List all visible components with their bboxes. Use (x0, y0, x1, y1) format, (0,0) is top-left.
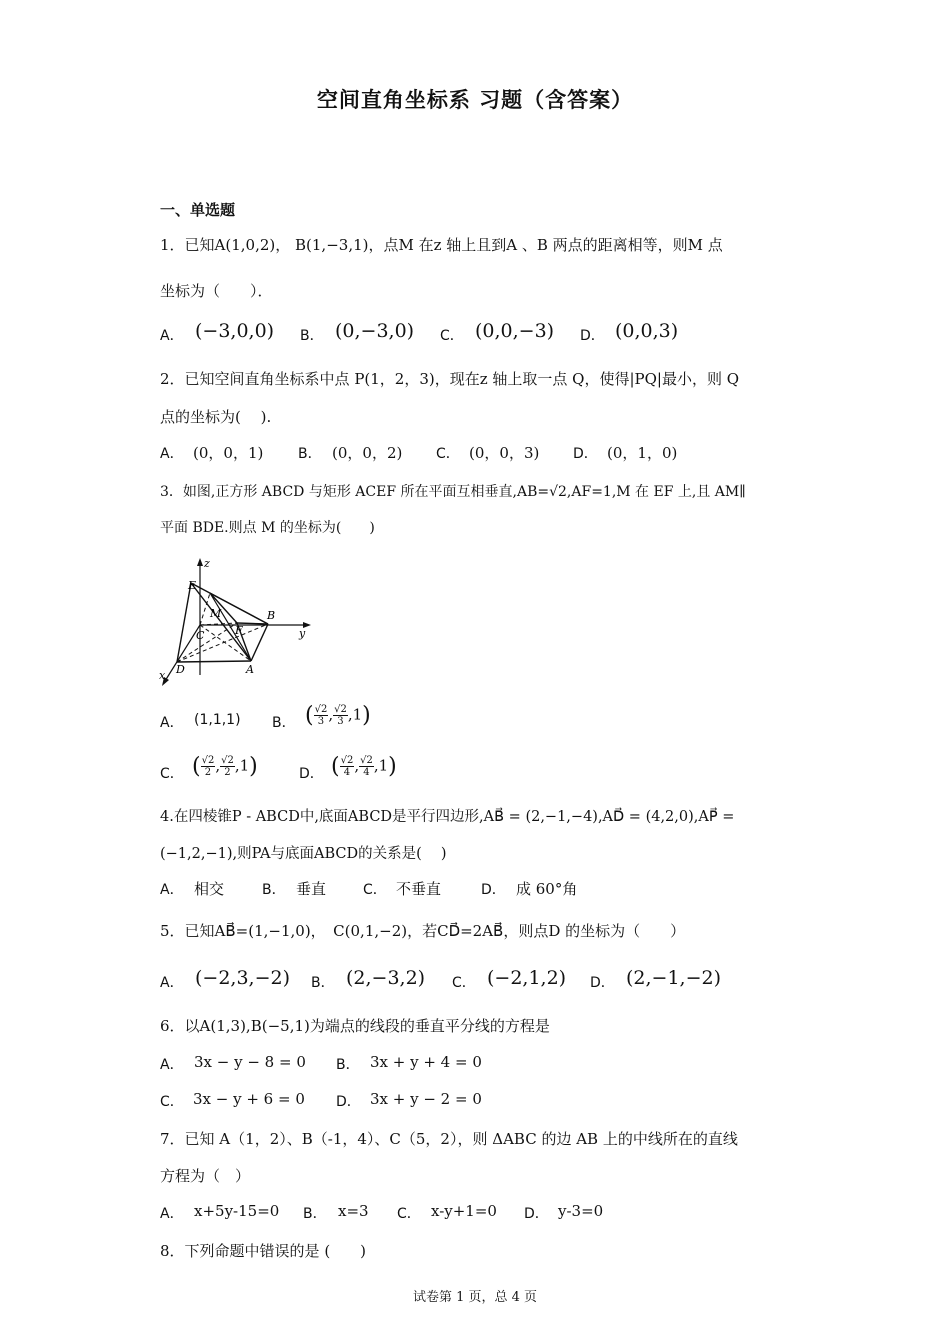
q3-option-b-num2: √2 (334, 704, 347, 715)
figure-label-a: A (246, 663, 254, 676)
q3-figure (155, 555, 320, 690)
q3-option-d-label: D． (299, 766, 324, 782)
q5-option-c-label: C． (452, 975, 476, 991)
figure-label-e: E (188, 579, 197, 592)
figure-label-d: D (176, 663, 185, 676)
q7-option-c-label: C． (397, 1206, 421, 1222)
section-heading: 一、单选题 (160, 201, 236, 219)
figure-label-c: C (196, 629, 205, 642)
q3-option-b-tail: ,1 (347, 705, 363, 724)
q4-option-a: 相交 (194, 880, 225, 898)
q3-option-d-den1: 4 (343, 767, 351, 778)
q6-option-a-label: A． (160, 1057, 184, 1073)
q5-option-c: (−2,1,2) (487, 967, 567, 989)
q1-option-c: (0,0,−3) (475, 320, 555, 342)
q1-option-c-label: C． (440, 328, 464, 344)
q5-option-a-label: A． (160, 975, 184, 991)
q5-stem-line1: 5．已知AB⃗=(1,−1,0)， C(0,1,−2)，若CD⃗=2AB⃗，则点D 的坐标为（ ） (160, 922, 686, 940)
q4-stem-line2: (−1,2,−1),则PA与底面ABCD的关系是( ) (160, 846, 447, 862)
q3-option-d-den2: 4 (363, 767, 370, 778)
q1-option-a-label: A． (160, 328, 184, 344)
q1-option-d: (0,0,3) (615, 320, 679, 342)
q4-stem-line1: 4.在四棱锥P - ABCD中,底面ABCD是平行四边形,AB⃗ = (2,−1,−4),AD⃗ = (4,2,0),AP⃗ = (160, 809, 735, 825)
figure-label-b: B (267, 609, 276, 622)
q1-option-a: (−3,0,0) (195, 320, 275, 342)
q4-option-b-label: B． (262, 882, 286, 898)
q3-option-b: ( $\frac{√2}{3}$ , $\frac{√2}{3}$ ,1) (305, 703, 371, 728)
q2-stem-line2: 点的坐标为( ). (160, 408, 272, 426)
q3-option-c-num2: √2 (221, 755, 234, 766)
q5-option-d: (2,−1,−2) (626, 967, 722, 989)
q2-option-d: (0，1，0) (607, 444, 678, 462)
q3-stem-line1: 3．如图,正方形 ABCD 与矩形 ACEF 所在平面互相垂直,AB=√2,AF=1,M 在 EF 上,且 AM∥ (160, 484, 746, 500)
q6-option-d-label: D． (336, 1094, 361, 1110)
q1-stem-line1: 1．已知A(1,0,2)， B(1,−3,1)，点M 在z 轴上且到A 、B 两点的距离相等，则M 点 (160, 236, 723, 254)
q2-option-b: (0，0，2) (332, 444, 403, 462)
q7-option-d: y-3=0 (558, 1202, 604, 1220)
q3-option-d-num1: √2 (340, 755, 354, 766)
q3-option-a: (1,1,1) (194, 712, 241, 728)
figure-label-z: z (204, 557, 210, 570)
q3-option-a-label: A． (160, 715, 184, 731)
q4-option-c-label: C． (363, 882, 387, 898)
q5-option-d-label: D． (590, 975, 615, 991)
q3-option-c-den1: 2 (204, 767, 212, 778)
q3-stem-line2: 平面 BDE.则点 M 的坐标为( ) (160, 520, 375, 536)
q6-option-c-label: C． (160, 1094, 184, 1110)
q4-option-c: 不垂直 (396, 880, 442, 898)
q2-option-a-label: A． (160, 446, 184, 462)
q3-option-b-den2: 3 (337, 716, 344, 727)
q7-option-d-label: D． (524, 1206, 549, 1222)
q3-option-b-num1: √2 (314, 704, 328, 715)
q4-option-a-label: A． (160, 882, 184, 898)
q5-option-b: (2,−3,2) (346, 967, 426, 989)
q7-option-c: x-y+1=0 (431, 1202, 497, 1220)
q2-option-c: (0，0，3) (469, 444, 540, 462)
q3-option-b-label: B． (272, 715, 296, 731)
q2-option-b-label: B． (298, 446, 322, 462)
figure-label-m: M (210, 607, 222, 620)
figure-label-x: x (159, 669, 166, 682)
q7-stem-line2: 方程为（ ） (160, 1167, 251, 1185)
q2-stem-line1: 2．已知空间直角坐标系中点 P(1，2，3)，现在z 轴上取一点 Q，使得|PQ|最小，则 Q (160, 370, 740, 388)
page-footer: 试卷第 1 页，总 4 页 (412, 1290, 538, 1305)
q4-option-d: 成 60°角 (516, 880, 578, 898)
q7-option-b-label: B． (303, 1206, 327, 1222)
q2-option-d-label: D． (573, 446, 598, 462)
q6-stem-line1: 6．以A(1,3),B(−5,1)为端点的线段的垂直平分线的方程是 (160, 1017, 550, 1035)
q7-option-a: x+5y-15=0 (194, 1202, 280, 1220)
q3-option-c-num1: √2 (201, 755, 215, 766)
q3-option-c-tail: ,1 (234, 756, 250, 775)
q2-option-a: (0，0，1) (193, 444, 264, 462)
q4-option-b: 垂直 (296, 880, 327, 898)
q5-option-b-label: B． (311, 975, 335, 991)
figure-label-y: y (299, 627, 306, 640)
q7-stem-line1: 7．已知 A（1，2）、B（-1，4）、C（5，2），则 ΔABC 的边 AB 上的中线所在的直线 (160, 1130, 738, 1148)
q4-option-d-label: D． (481, 882, 506, 898)
q7-option-a-label: A． (160, 1206, 184, 1222)
q5-option-a: (−2,3,−2) (195, 967, 291, 989)
q6-option-a: 3x − y − 8 = 0 (194, 1053, 306, 1071)
q3-option-d: ( $\frac{√2}{4}$ , $\frac{√2}{4}$ ,1) (331, 754, 397, 779)
q7-option-b: x=3 (338, 1202, 369, 1220)
q3-option-d-tail: ,1 (373, 756, 389, 775)
q3-option-c: ( $\frac{√2}{2}$ , $\frac{√2}{2}$ ,1) (192, 754, 258, 779)
q1-stem-line2: 坐标为（ ）． (160, 282, 273, 300)
q6-option-d: 3x + y − 2 = 0 (370, 1090, 482, 1108)
q6-option-c: 3x − y + 6 = 0 (193, 1090, 305, 1108)
q1-option-b: (0,−3,0) (335, 320, 415, 342)
q1-option-b-label: B． (300, 328, 324, 344)
q6-option-b-label: B． (336, 1057, 360, 1073)
figure-label-f: F (235, 624, 243, 637)
q6-option-b: 3x + y + 4 = 0 (370, 1053, 482, 1071)
q1-option-d-label: D． (580, 328, 605, 344)
page-title: 空间直角坐标系 习题（含答案） (316, 88, 634, 112)
q8-stem-line1: 8．下列命题中错误的是 ( ) (160, 1242, 367, 1260)
q3-option-c-den2: 2 (224, 767, 231, 778)
q2-option-c-label: C． (436, 446, 460, 462)
q3-option-c-label: C． (160, 766, 184, 782)
q3-option-b-den1: 3 (317, 716, 325, 727)
q3-option-d-num2: √2 (360, 755, 373, 766)
